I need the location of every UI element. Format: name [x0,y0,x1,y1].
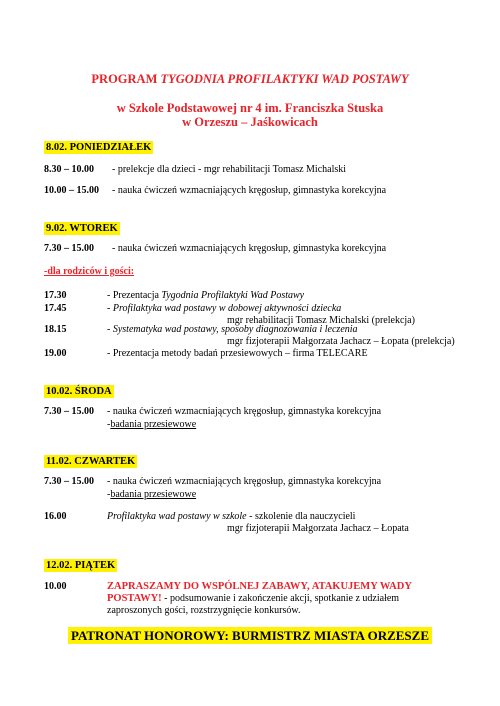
event-time: 17.30 [44,290,67,301]
event-speaker: mgr fizjoterapii Małgorzata Jachacz – Łopata (prelekcja) [227,336,455,347]
day-heading-tuesday: 9.02. WTOREK [46,223,118,234]
event-time: 7.30 – 15.00 [44,243,94,254]
invitation-desc-2: zaproszonych gości, rozstrzygnięcie konkursów. [107,605,301,616]
event-time: 7.30 – 15.00 [44,406,94,417]
event-extra: -badania przesiewowe [107,489,197,500]
event-desc: Profilaktyka wad postawy w szkole - szkolenie dla nauczycieli [107,511,356,522]
event-speaker: mgr rehabilitacji Tomasz Michalski (prelekcja) [227,315,415,326]
event-desc: - nauka ćwiczeń wzmacniających kręgosłup, gimnastyka korekcyjna [112,243,387,254]
day-heading-wednesday: 10.02. ŚRODA [46,386,112,397]
event-title: - Profilaktyka wad postawy w dobowej aktywności dziecka [107,303,342,314]
event-desc: - nauka ćwiczeń wzmacniających kręgosłup, gimnastyka korekcyjna [107,476,382,487]
school-line: w Szkole Podstawowej nr 4 im. Franciszka Stuska [116,101,384,115]
day-heading-friday: 12.02. PIĄTEK [46,560,116,571]
event-time: 10.00 [44,581,67,592]
event-desc: - prelekcje dla dzieci - mgr rehabilitacji Tomasz Michalski [112,164,347,175]
event-desc: - nauka ćwiczeń wzmacniających kręgosłup, gimnastyka korekcyjna [107,406,382,417]
event-time: 10.00 – 15.00 [44,185,99,196]
program-title-text: TYGODNIA PROFILAKTYKI WAD POSTAWY [160,72,409,86]
city-line: w Orzeszu – Jaśkowicach [182,115,318,129]
day-heading-monday: 8.02. PONIEDZIAŁEK [46,142,152,153]
day-heading-thursday: 11.02. CZWARTEK [46,456,136,467]
invitation-title: ZAPRASZAMY DO WSPÓLNEJ ZABAWY, ATAKUJEMY WADY [107,581,412,592]
event-time: 16.00 [44,511,67,522]
event-desc: - Prezentacja metody badań przesiewowych – firma TELECARE [107,348,368,359]
patronage: PATRONAT HONOROWY: BURMISTRZ MIASTA ORZESZE [0,627,500,645]
guests-heading: -dla rodziców i gości: [44,266,135,277]
event-desc: - nauka ćwiczeń wzmacniających kręgosłup, gimnastyka korekcyjna [112,185,387,196]
event-extra: -badania przesiewowe [107,419,197,430]
event-time: 19.00 [44,348,67,359]
event-time: 18.15 [44,324,67,335]
program-title [0,72,500,87]
event-speaker: mgr fizjoterapii Małgorzata Jachacz – Łopata [227,523,409,534]
event-time: 8.30 – 10.00 [44,164,94,175]
invitation-desc: POSTAWY! - podsumowanie i zakończenie akcji, spotkanie z udziałem [107,593,400,604]
event-time: 7.30 – 15.00 [44,476,94,487]
event-time: 17.45 [44,303,67,314]
event-desc: - Prezentacja Tygodnia Profilaktyki Wad Postawy [107,290,305,301]
event-title: - Systematyka wad postawy, sposoby diagnozowania i leczenia [107,324,358,335]
program-prefix: PROGRAM [91,72,158,86]
